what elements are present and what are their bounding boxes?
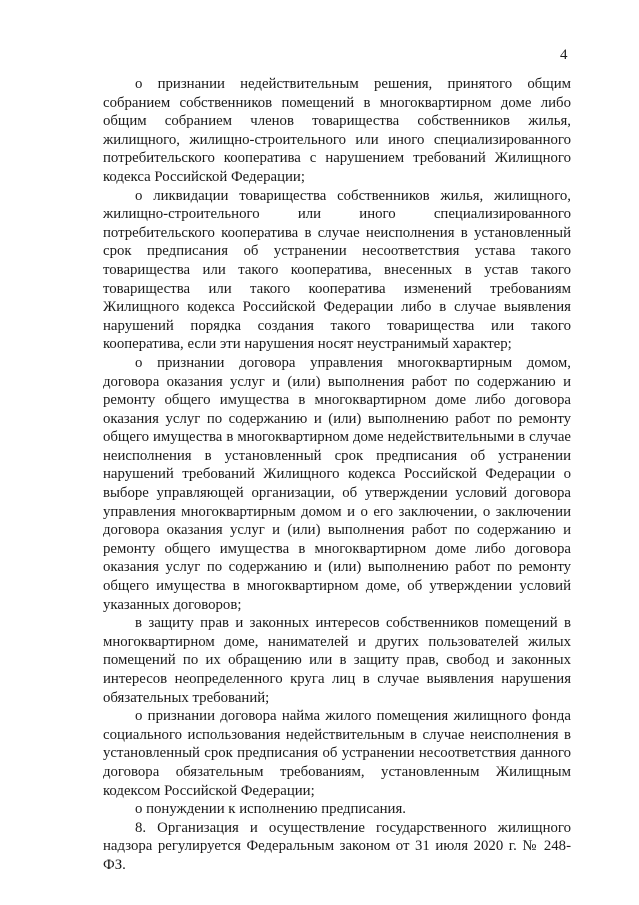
paragraph-protection-of-rights: в защиту прав и законных интересов собственников помещений в многоквартирном доме, нанимателей и других пользователей жилых помещений по их обращению или в защиту прав, свобод и законных интересов неопределенного круга лиц в случае выявления нарушения обязательных требований; <box>103 615 571 706</box>
document-body <box>103 75 571 875</box>
paragraph-liquidation-of-partnership: о ликвидации товарищества собственников жилья, жилищного, жилищно-строительного или иного специализированного потребительского кооператива в случае неисполнения в установленный срок предписания об устранении несоответствия устава такого товарищества или такого кооператива, внесенных в устав такого товарищества или такого кооператива изменений требованиям Жилищного кодекса Российской Федерации либо в случае выявления нарушений порядка создания такого товарищества или такого кооператива, если эти нарушения носят неустранимый характер; <box>103 187 571 353</box>
paragraph-invalidation-of-management-contract: о признании договора управления многоквартирным домом, договора оказания услуг и (или) выполнения работ по содержанию и ремонту общего имущества в многоквартирном доме либо договора оказания услуг по содержанию и (или) выполнению работ по ремонту общего имущества в многоквартирном доме недействительными в случае неисполнения в установленный срок предписания об устранении нарушений требований Жилищного кодекса Российской Федерации о выборе управляющей организации, об утверждении условий договора управления многоквартирным домом и о его заключении, о заключении договора оказания услуг и (или) выполнения работ по содержанию и ремонту общего имущества в многоквартирном доме либо договора оказания услуг по содержанию и (или) выполнению работ по ремонту общего имущества в многоквартирном доме, об утверждении условий указанных договоров; <box>103 354 571 613</box>
paragraph-invalidation-of-decision: о признании недействительным решения, принятого общим собранием собственников помещений в многоквартирном доме либо общим собранием членов товарищества собственников жилья, жилищного, жилищно-строительного или иного специализированного потребительского кооператива с нарушением требований Жилищного кодекса Российской Федерации; <box>103 76 571 185</box>
paragraph-section-8: 8. Организация и осуществление государственного жилищного надзора регулируется Федеральным законом от 31 июля 2020 г. № 248-ФЗ. <box>103 819 571 873</box>
paragraph-enforcement-of-order: о понуждении к исполнению предписания. <box>135 801 406 818</box>
page-number: 4 <box>560 47 568 63</box>
paragraph-invalidation-of-lease: о признании договора найма жилого помещения жилищного фонда социального использования недействительным в случае неисполнения в установленный срок предписания об устранении несоответствия данного договора обязательным требованиям, установленным Жилищным кодексом Российской Федерации; <box>103 708 571 799</box>
